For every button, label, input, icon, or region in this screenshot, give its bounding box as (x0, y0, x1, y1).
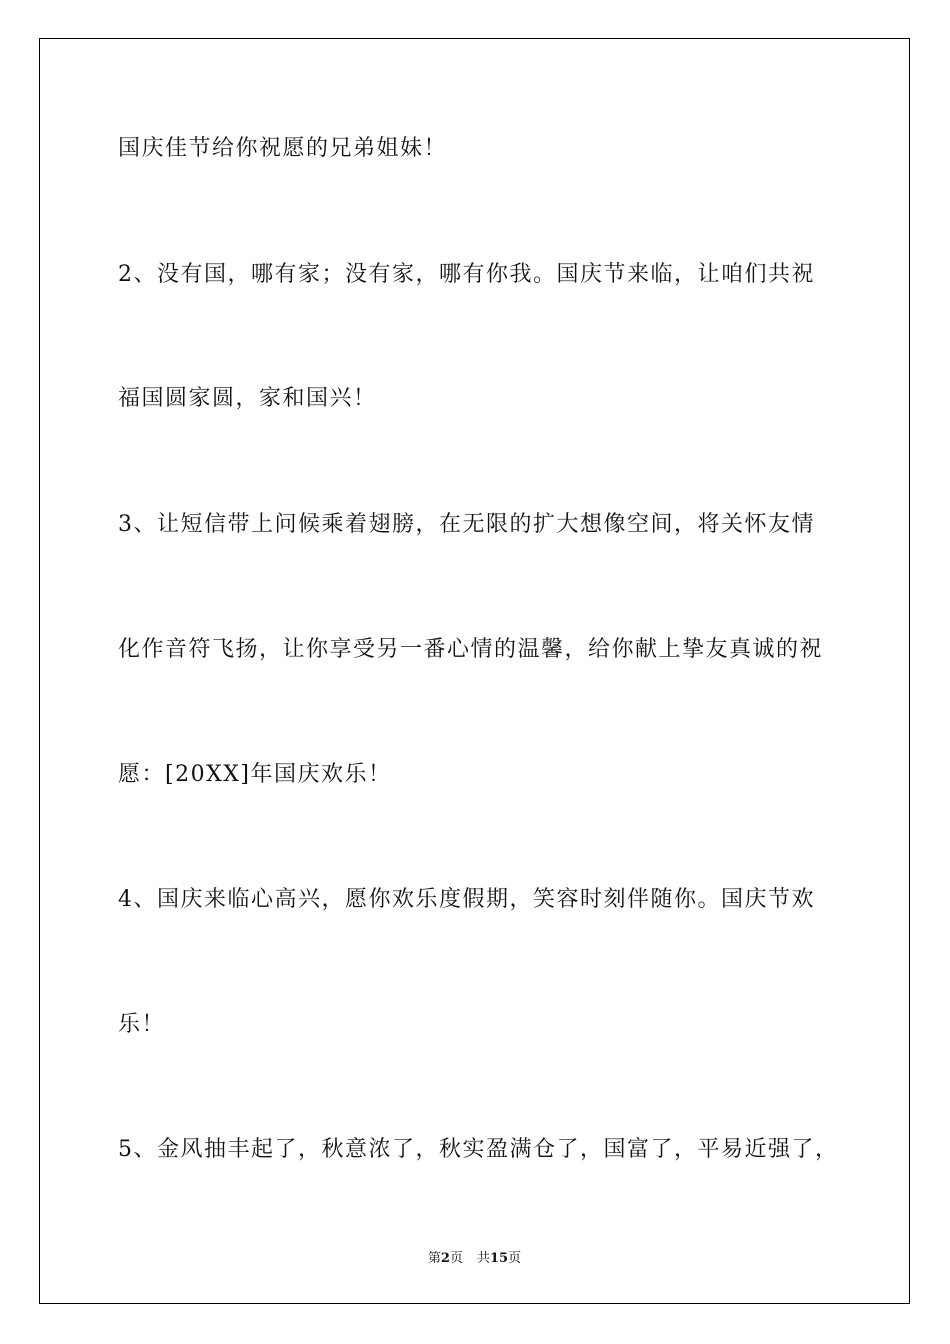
page-number: 2 (440, 1251, 450, 1266)
text-line: 5、金风抽丰起了，秋意浓了，秋实盈满仓了，国富了，平易近强了， (118, 1137, 839, 1162)
text-line: 2、没有国，哪有家；没有家，哪有你我。国庆节来临，让咱们共祝 (118, 262, 815, 287)
total-pages: 15 (489, 1251, 509, 1266)
total-pages-prefix: 共 (476, 1251, 490, 1266)
page-number-suffix: 页 (449, 1251, 463, 1266)
text-line: 化作音符飞扬，让你享受另一番心情的温馨，给你献上挚友真诚的祝 (118, 637, 824, 662)
page-number-prefix: 第 (427, 1251, 441, 1266)
text-line: 3、让短信带上问候乘着翅膀，在无限的扩大想像空间，将关怀友情 (118, 512, 815, 537)
text-line: 福国圆家圆，家和国兴！ (118, 386, 377, 411)
total-pages-suffix: 页 (508, 1251, 522, 1266)
page-footer (40, 1247, 909, 1266)
text-line: 乐！ (118, 1012, 166, 1037)
document-page (39, 38, 910, 1304)
text-line: 国庆佳节给你祝愿的兄弟姐妹！ (118, 136, 448, 161)
text-line: 愿：[20XX]年国庆欢乐！ (118, 762, 392, 787)
text-line: 4、国庆来临心高兴，愿你欢乐度假期，笑容时刻伴随你。国庆节欢 (118, 887, 815, 912)
